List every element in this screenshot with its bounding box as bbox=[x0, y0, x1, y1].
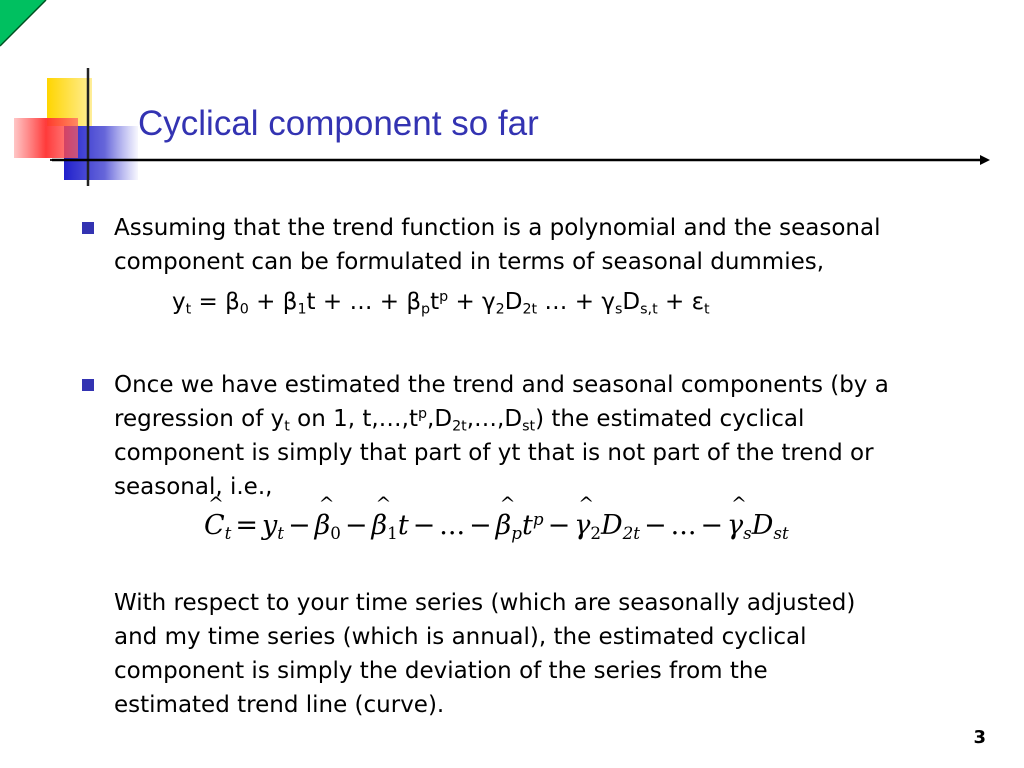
cyclical-component-equation: C $\^{}_t = y_t - \beta$ $\^{}_0 - \beta$ $\^{}_1t$ − ... − β $\^{}_pt^p - \gamma$ $\^{}_2D_{2t}$ − ... − γ $\^{}_sD_{st}$ bbox=[204, 510, 789, 541]
title-underline-arrow bbox=[52, 150, 992, 170]
note-paragraph bbox=[114, 586, 974, 722]
slide-title: Cyclical component so far bbox=[138, 104, 539, 143]
bullet2-line3: component is simply that part of yt that is not part of the trend or bbox=[114, 440, 874, 466]
polynomial-seasonal-equation: $y_t = \beta_0 + \beta_1t$ + … + $\beta_pt^p + \gamma_2D_{2t}$ … + $\gamma_sD_{s,t} + \varepsilon_t$ bbox=[172, 289, 710, 318]
page-number: 3 bbox=[973, 727, 986, 748]
note-line3: component is simply the deviation of the series from the bbox=[114, 658, 768, 684]
bullet-square-icon bbox=[82, 222, 94, 234]
bullet2-line1: Once we have estimated the trend and seasonal components (by a bbox=[114, 372, 889, 398]
note-line1: With respect to your time series (which are seasonally adjusted) bbox=[114, 590, 856, 616]
note-line4: estimated trend line (curve). bbox=[114, 692, 445, 718]
bullet2-line4: seasonal, i.e., bbox=[114, 474, 273, 500]
bullet-paragraph-2 bbox=[114, 368, 974, 504]
bullet1-line2: component can be formulated in terms of seasonal dummies, bbox=[114, 249, 825, 275]
bullet2-line2: regression of $y_t$ on 1, $t,\dots,t^p,D_{2t},\dots,D_{st}$) the estimated cyclical bbox=[114, 406, 805, 435]
bullet1-line1: Assuming that the trend function is a polynomial and the seasonal bbox=[114, 215, 881, 241]
bullet-paragraph-1 bbox=[114, 211, 974, 279]
colored-squares-logo bbox=[0, 0, 140, 200]
note-line2: and my time series (which is annual), the estimated cyclical bbox=[114, 624, 807, 650]
bullet-square-icon bbox=[82, 379, 94, 391]
